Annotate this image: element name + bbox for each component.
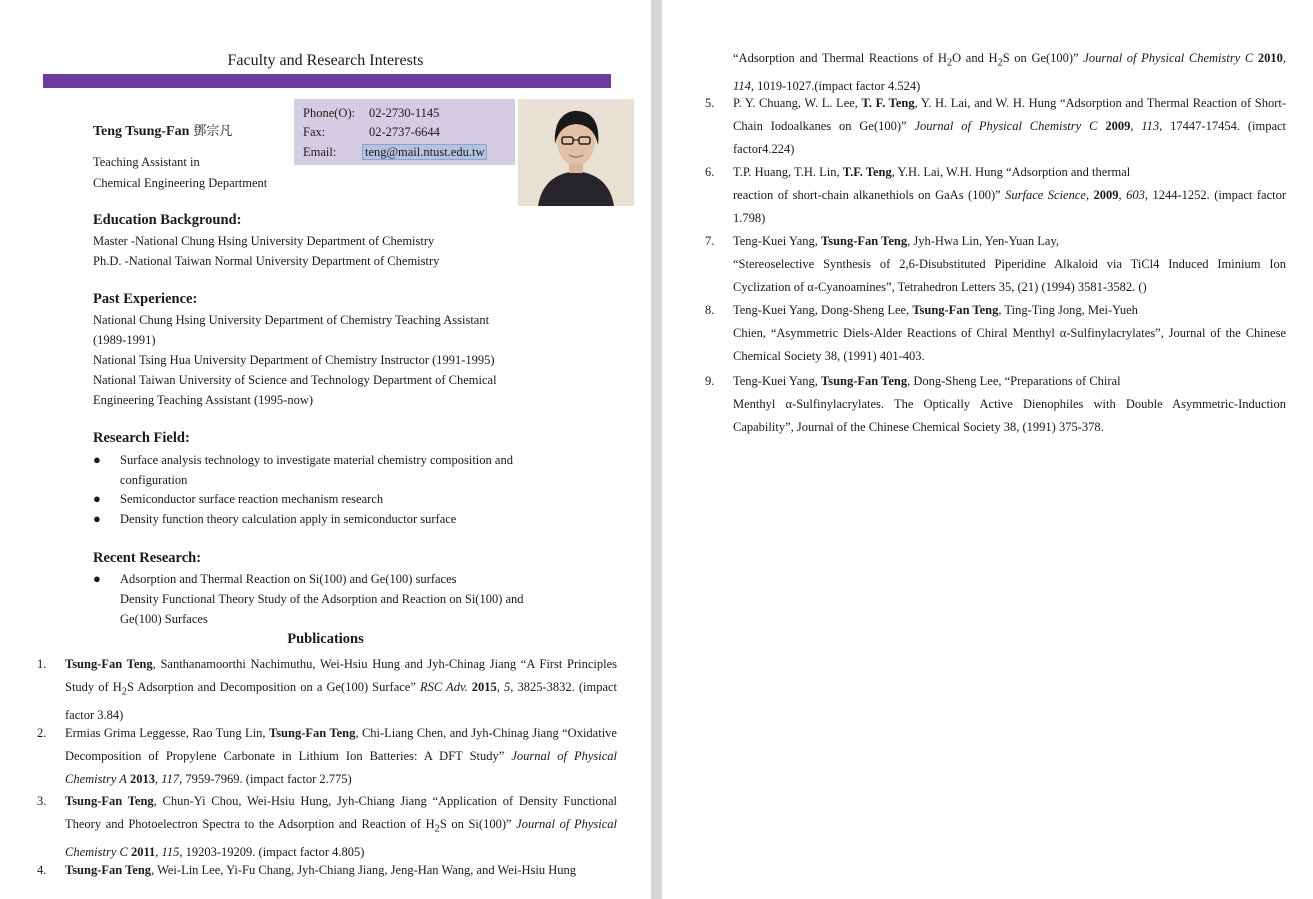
page-gutter xyxy=(651,0,662,899)
publication-number: 7. xyxy=(705,234,715,248)
recent-heading: Recent Research: xyxy=(93,550,202,566)
title-bar xyxy=(43,74,611,88)
experience-line: National Chung Hsing University Department of Chemistry Teaching Assistant xyxy=(93,313,490,327)
email-label: Email: xyxy=(303,145,337,159)
phone-value: 02-2730-1145 xyxy=(369,106,440,120)
publication-item xyxy=(705,92,1287,161)
publication-text: T.P. Huang, T.H. Lin, T.F. Teng, Y.H. Lai, W.H. Hung “Adsorption and thermal reaction of short-chain alkanethiols on GaAs (100)” Surface Science, 2009, 603, 1244-1252. (impact factor 1.798) xyxy=(733,165,1287,225)
profile-name xyxy=(93,120,232,140)
publication-number: 9. xyxy=(705,374,715,388)
publication-item xyxy=(705,161,1287,230)
publication-number: 6. xyxy=(705,165,715,179)
bullet-icon: ● xyxy=(93,511,101,526)
contact-fax xyxy=(303,123,440,142)
education-line: Ph.D. -National Taiwan Normal University Department of Chemistry xyxy=(93,254,440,268)
education-heading: Education Background: xyxy=(93,212,242,228)
experience-line: (1989-1991) xyxy=(93,333,156,347)
email-link[interactable]: teng@mail.ntust.edu.tw xyxy=(362,144,487,160)
page-right xyxy=(662,0,1313,899)
publication-number: 1. xyxy=(37,657,47,671)
publications-heading: Publications xyxy=(287,631,364,647)
publication-text: Teng-Kuei Yang, Dong-Sheng Lee, Tsung-Fan Teng, Ting-Ting Jong, Mei-Yueh Chien, “Asymmetric Diels-Alder Reactions of Chiral Menthyl α-Sulfinylacrylates”, Journal of the Chinese Chemical Society 38, (1991) 401-403. xyxy=(733,303,1286,363)
bullet-icon: ● xyxy=(93,491,101,506)
publication-text: “Adsorption and Thermal Reactions of $H_2O$ and $H_2S$ on Ge(100)” Journal of Physical Chemistry C 2010, 114, 1019-1027.(impact factor 4.524) xyxy=(733,51,1287,93)
profile-photo xyxy=(518,99,634,206)
research-item: Surface analysis technology to investigate material chemistry composition and configuration xyxy=(120,453,513,487)
profile-name-latin: Teng Tsung-Fan xyxy=(93,124,190,139)
recent-item: Density Functional Theory Study of the Adsorption and Reaction on Si(100) and Ge(100) Surfaces xyxy=(120,592,524,626)
publication-number: 4. xyxy=(37,863,47,877)
research-item: Density function theory calculation apply in semiconductor surface xyxy=(120,512,457,526)
publication-text: Teng-Kuei Yang, Tsung-Fan Teng, Jyh-Hwa Lin, Yen-Yuan Lay, “Stereoselective Synthesis of 2,6-Disubstituted Piperidine Alkaloid via TiCl4 Induced Iminium Ion Cyclization of α-Cyanoamines”, Tetrahedron Letters 35, (21) (1994) 3581-3582. () xyxy=(733,234,1286,294)
publication-item xyxy=(705,230,1286,299)
publication-number: 2. xyxy=(37,726,47,740)
experience-heading: Past Experience: xyxy=(93,291,198,307)
bullet-icon: ● xyxy=(93,571,101,586)
research-item: Semiconductor surface reaction mechanism research xyxy=(120,492,384,506)
portrait-image xyxy=(518,99,634,206)
research-heading: Research Field: xyxy=(93,430,190,446)
contact-email xyxy=(303,143,487,162)
profile-name-cjk: 鄧宗凡 xyxy=(193,124,233,139)
experience-line: National Tsing Hua University Department of Chemistry Instructor (1991-1995) xyxy=(93,353,495,367)
contact-box xyxy=(294,99,515,165)
publication-text: Tsung-Fan Teng, Santhanamoorthi Nachimuthu, Wei-Hsiu Hung and Jyh-Chinag Jiang “A First Principles Study of $H_2S$ Adsorption and Decomposition on a Ge(100) Surface” RSC Adv. 2015, 5, 3825-3832. (impact factor 3.84) xyxy=(65,657,618,722)
list-item xyxy=(93,489,563,509)
publication-number: 5. xyxy=(705,96,715,110)
page-left xyxy=(0,0,651,899)
fax-label: Fax: xyxy=(303,125,326,139)
publication-text: Ermias Grima Leggesse, Rao Tung Lin, Tsung-Fan Teng, Chi-Liang Chen, and Jyh-Chinag Jiang “Oxidative Decomposition of Propylene Carbonate in Lithium Ion Batteries: A DFT Study” Journal of Physical Chemistry A 2013, 117, 7959-7969. (impact factor 2.775) xyxy=(65,726,617,786)
role-line: Chemical Engineering Department xyxy=(93,176,268,190)
publication-item-continued xyxy=(733,47,1286,98)
publication-text: Teng-Kuei Yang, Tsung-Fan Teng, Dong-Sheng Lee, “Preparations of Chiral Menthyl α-Sulfinylacrylates. The Optically Active Dienophiles with Double Asymmetric-Induction Capability”, Journal of the Chinese Chemical Society 38, (1991) 375-378. xyxy=(733,374,1286,434)
publication-number: 8. xyxy=(705,303,715,317)
education-line: Master -National Chung Hsing University Department of Chemistry xyxy=(93,234,435,248)
publication-item xyxy=(37,859,625,882)
experience-line: Engineering Teaching Assistant (1995-now) xyxy=(93,393,314,407)
list-item xyxy=(93,509,563,529)
recent-item-continued xyxy=(93,589,563,629)
role-line: Teaching Assistant in xyxy=(93,155,200,169)
publication-item xyxy=(37,653,618,727)
publication-item xyxy=(37,722,617,791)
profile-role xyxy=(93,152,267,194)
recent-item: Adsorption and Thermal Reaction on Si(100) and Ge(100) surfaces xyxy=(120,572,457,586)
list-item xyxy=(93,450,563,490)
fax-value: 02-2737-6644 xyxy=(369,125,440,139)
publication-text: Tsung-Fan Teng, Chun-Yi Chou, Wei-Hsiu Hung, Jyh-Chiang Jiang “Application of Density Functional Theory and Photoelectron Spectra to the Adsorption and Reaction of $H_2S$ on Si(100)” Journal of Physical Chemistry C 2011, 115, 19203-19209. (impact factor 4.805) xyxy=(65,794,618,859)
bullet-icon: ● xyxy=(93,452,101,467)
experience-line: National Taiwan University of Science and Technology Department of Chemical xyxy=(93,373,497,387)
list-item xyxy=(93,569,563,589)
publication-text: P. Y. Chuang, W. L. Lee, T. F. Teng, Y. H. Lai, and W. H. Hung “Adsorption and Thermal Reaction of Short-Chain Iodoalkanes on Ge(100)” Journal of Physical Chemistry C 2009, 113, 17447-17454. (impact factor4.224) xyxy=(733,96,1287,156)
publication-number: 3. xyxy=(37,794,47,808)
publication-item xyxy=(705,299,1286,368)
publication-item xyxy=(705,370,1286,439)
phone-label: Phone(O): xyxy=(303,106,356,120)
document-title: Faculty and Research Interests xyxy=(227,52,424,69)
publication-text: Tsung-Fan Teng, Wei-Lin Lee, Yi-Fu Chang, Jyh-Chiang Jiang, Jeng-Han Wang, and Wei-Hsiu Hung xyxy=(65,863,576,877)
contact-phone xyxy=(303,104,439,123)
publication-item xyxy=(37,790,618,864)
